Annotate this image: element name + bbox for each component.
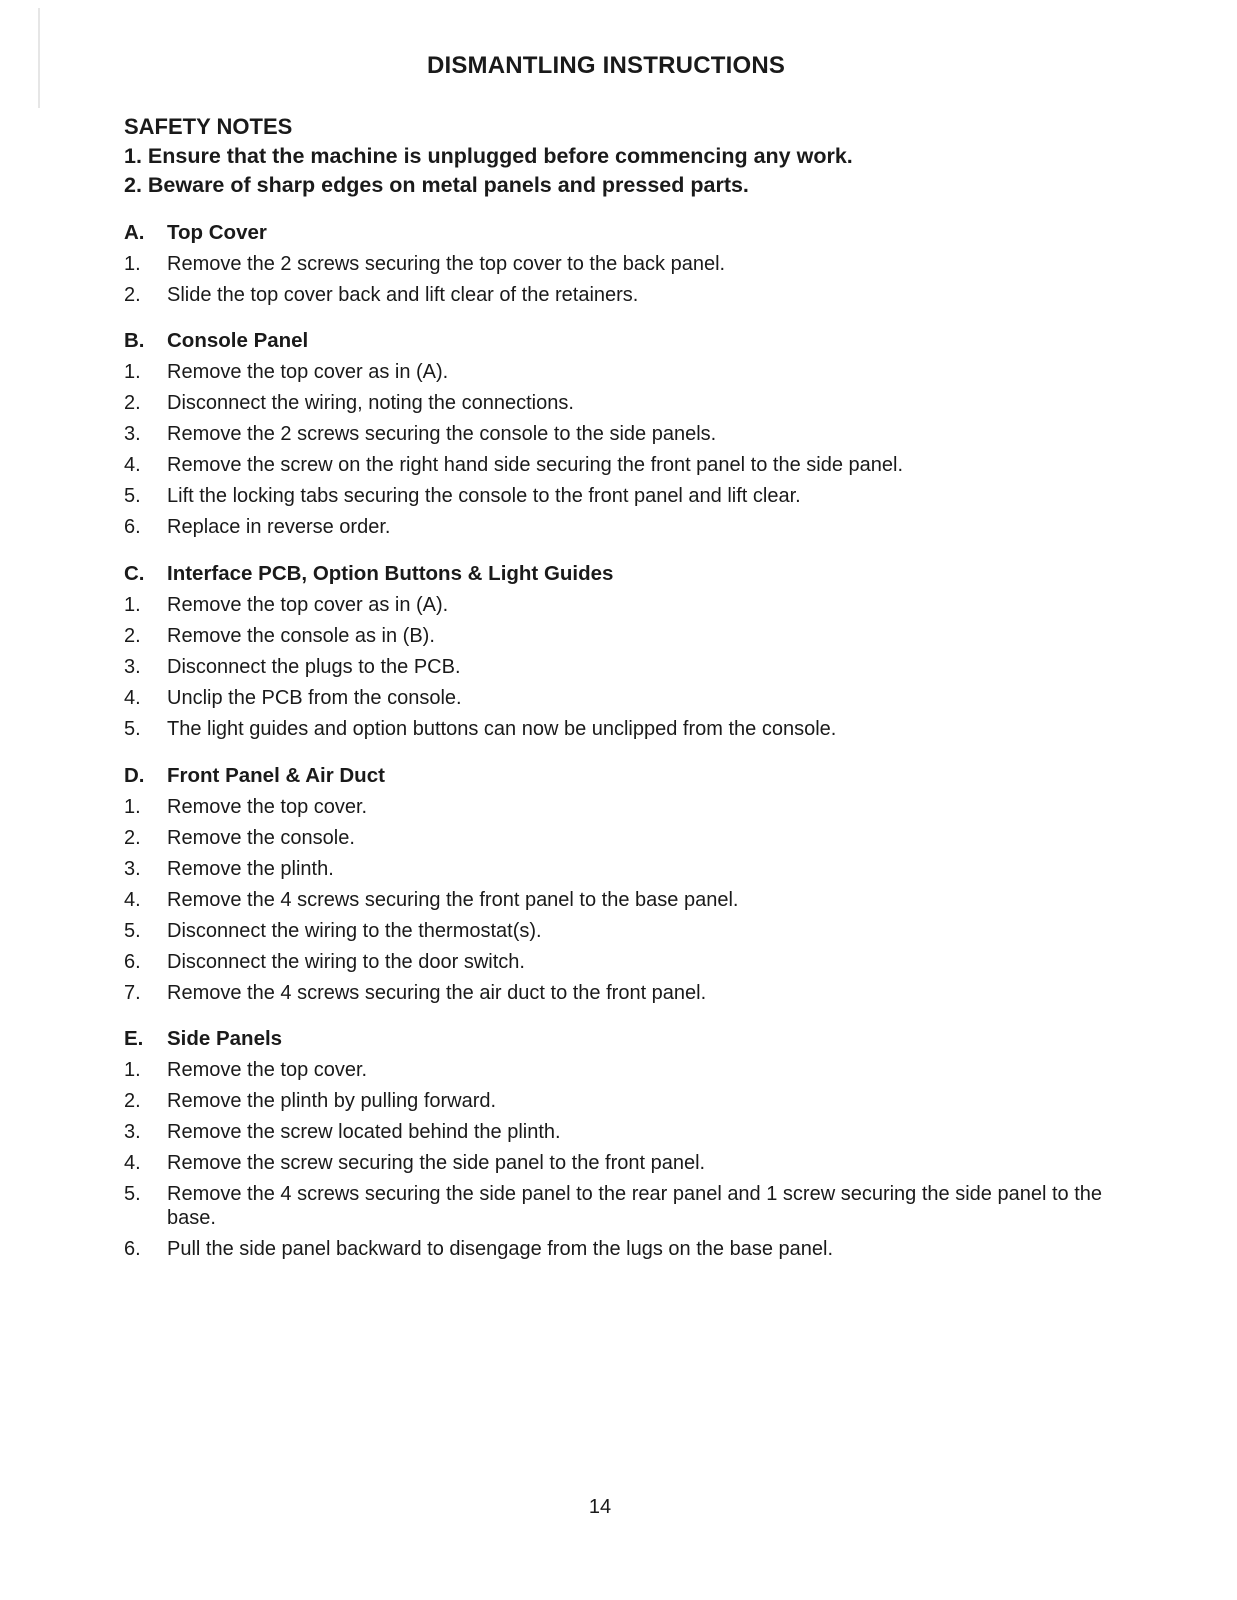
step-number: 2. [124, 827, 141, 849]
step-text: Disconnect the plugs to the PCB. [167, 656, 461, 678]
step-number: 7. [124, 982, 141, 1004]
section-heading [124, 558, 1104, 589]
step-text: Remove the top cover. [167, 1059, 368, 1081]
step-text: Remove the top cover as in (A). [167, 594, 449, 616]
step-number: 2. [124, 1090, 141, 1112]
step-text: Remove the console as in (B). [167, 625, 435, 647]
section-title: Top Cover [167, 221, 267, 244]
section-heading [124, 325, 1104, 356]
step-number: 4. [124, 889, 141, 911]
section-letter: B. [124, 329, 145, 352]
step-item [124, 590, 1104, 621]
section-heading [124, 1023, 1104, 1054]
step-number: 4. [124, 687, 141, 709]
section-top-cover [124, 217, 1104, 311]
step-number: 6. [124, 1238, 141, 1260]
step-item [124, 978, 1104, 1009]
step-number: 5. [124, 1183, 141, 1205]
safety-heading: SAFETY NOTES [124, 114, 293, 139]
step-item [124, 357, 1104, 388]
step-text: Remove the screw on the right hand side securing the front panel to the side panel. [167, 454, 904, 476]
safety-notes [124, 112, 1124, 200]
step-number: 2. [124, 284, 141, 306]
step-number: 3. [124, 423, 141, 445]
step-item [124, 652, 1104, 683]
step-number: 5. [124, 485, 141, 507]
step-number: 1. [124, 796, 141, 818]
step-text: Disconnect the wiring, noting the connections. [167, 392, 574, 414]
step-number: 1. [124, 594, 141, 616]
step-text: Lift the locking tabs securing the console to the front panel and lift clear. [167, 485, 801, 507]
step-text: Replace in reverse order. [167, 516, 391, 538]
step-text: Remove the 4 screws securing the front panel to the base panel. [167, 889, 739, 911]
section-interface-pcb [124, 558, 1104, 745]
step-text: Remove the top cover as in (A). [167, 361, 449, 383]
section-letter: E. [124, 1027, 144, 1050]
step-text: Unclip the PCB from the console. [167, 687, 462, 709]
step-number: 6. [124, 516, 141, 538]
section-title: Interface PCB, Option Buttons & Light Guides [167, 562, 614, 585]
step-text: Remove the 2 screws securing the console to the side panels. [167, 423, 717, 445]
step-number: 1. [124, 1059, 141, 1081]
section-title: Front Panel & Air Duct [167, 764, 385, 787]
section-letter: D. [124, 764, 145, 787]
step-item [124, 512, 1104, 543]
step-number: 1. [124, 361, 141, 383]
page-title: DISMANTLING INSTRUCTIONS [426, 52, 786, 79]
page-number: 14 [588, 1496, 612, 1518]
step-item [124, 1179, 1104, 1234]
step-text: Remove the top cover. [167, 796, 368, 818]
step-text: Disconnect the wiring to the door switch. [167, 951, 525, 973]
section-side-panels [124, 1023, 1104, 1265]
step-item [124, 916, 1104, 947]
step-item [124, 714, 1104, 745]
step-number: 5. [124, 920, 141, 942]
safety-note: 1. Ensure that the machine is unplugged before commencing any work. [124, 144, 853, 168]
step-text: Slide the top cover back and lift clear of the retainers. [167, 284, 639, 306]
section-heading [124, 760, 1104, 791]
step-item [124, 1117, 1104, 1148]
step-number: 6. [124, 951, 141, 973]
step-text: Disconnect the wiring to the thermostat(s). [167, 920, 542, 942]
step-item [124, 450, 1104, 481]
step-text: Remove the screw securing the side panel to the front panel. [167, 1152, 706, 1174]
step-item [124, 947, 1104, 978]
step-text: Remove the screw located behind the plinth. [167, 1121, 561, 1143]
step-item [124, 854, 1104, 885]
step-number: 4. [124, 1152, 141, 1174]
step-item [124, 621, 1104, 652]
step-text: Remove the 4 screws securing the air duct to the front panel. [167, 982, 707, 1004]
section-console-panel [124, 325, 1104, 543]
step-item [124, 885, 1104, 916]
step-number: 3. [124, 858, 141, 880]
step-item [124, 823, 1104, 854]
section-title: Console Panel [167, 329, 309, 352]
section-heading [124, 217, 1104, 248]
step-item [124, 1148, 1104, 1179]
step-number: 5. [124, 718, 141, 740]
step-text: Remove the console. [167, 827, 355, 849]
step-number: 2. [124, 392, 141, 414]
step-item [124, 1086, 1104, 1117]
step-text: Remove the plinth. [167, 858, 334, 880]
step-text: Remove the 4 screws securing the side panel to the rear panel and 1 screw securing the side panel to the base. [167, 1183, 1102, 1229]
step-item [124, 683, 1104, 714]
step-item [124, 419, 1104, 450]
step-item [124, 388, 1104, 419]
step-number: 4. [124, 454, 141, 476]
step-number: 3. [124, 656, 141, 678]
step-text: Pull the side panel backward to disengage from the lugs on the base panel. [167, 1238, 833, 1260]
step-text: The light guides and option buttons can now be unclipped from the console. [167, 718, 837, 740]
section-front-panel [124, 760, 1104, 1009]
step-item [124, 792, 1104, 823]
section-letter: C. [124, 562, 145, 585]
step-text: Remove the plinth by pulling forward. [167, 1090, 497, 1112]
step-text: Remove the 2 screws securing the top cover to the back panel. [167, 253, 726, 275]
section-title: Side Panels [167, 1027, 283, 1050]
step-item [124, 1234, 1104, 1265]
step-number: 3. [124, 1121, 141, 1143]
safety-note: 2. Beware of sharp edges on metal panels and pressed parts. [124, 173, 749, 197]
step-item [124, 280, 1104, 311]
step-number: 2. [124, 625, 141, 647]
step-item [124, 249, 1104, 280]
step-item [124, 1055, 1104, 1086]
step-item [124, 481, 1104, 512]
step-number: 1. [124, 253, 141, 275]
section-letter: A. [124, 221, 145, 244]
